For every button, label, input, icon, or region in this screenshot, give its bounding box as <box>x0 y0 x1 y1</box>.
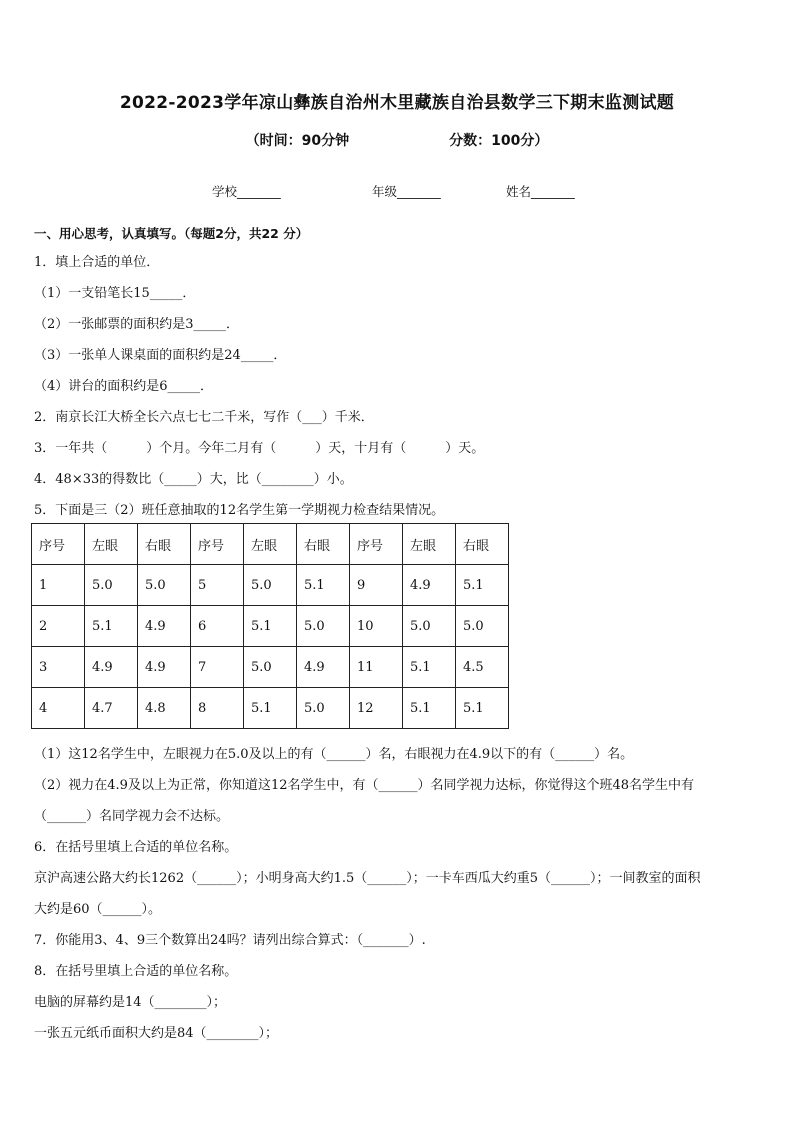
table-cell: 5.0 <box>456 606 509 647</box>
table-header-cell: 右眼 <box>297 524 350 565</box>
question-1-item: （2）一张邮票的面积约是3_____． <box>34 317 240 332</box>
name-field[interactable]: 姓名_______ <box>506 184 575 199</box>
question-8-line: 一张五元纸币面积大约是84（________）； <box>34 1026 279 1041</box>
table-cell: 5.0 <box>85 565 138 606</box>
table-cell: 6 <box>191 606 244 647</box>
table-cell: 5.0 <box>403 606 456 647</box>
table-cell: 5.1 <box>403 647 456 688</box>
table-cell: 7 <box>191 647 244 688</box>
table-header-row <box>32 524 509 565</box>
table-row <box>32 688 509 729</box>
table-cell: 5.0 <box>138 565 191 606</box>
question-6: 6．在括号里填上合适的单位名称。 <box>34 840 238 855</box>
table-header-cell: 左眼 <box>85 524 138 565</box>
question-2: 2．南京长江大桥全长六点七七二千米，写作（___）千米． <box>34 410 374 425</box>
score-label: 分数：100分） <box>449 133 549 149</box>
table-header-cell: 右眼 <box>138 524 191 565</box>
table-cell: 5.1 <box>456 565 509 606</box>
table-cell: 5.0 <box>297 606 350 647</box>
question-8: 8．在括号里填上合适的单位名称。 <box>34 964 238 979</box>
table-cell: 4.9 <box>403 565 456 606</box>
table-header-cell: 左眼 <box>403 524 456 565</box>
question-8-line: 电脑的屏幕约是14（________）； <box>34 995 227 1010</box>
table-cell: 2 <box>32 606 85 647</box>
table-row <box>32 565 509 606</box>
question-1-item: （3）一张单人课桌面的面积约是24_____． <box>34 348 287 363</box>
question-7: 7．你能用3、4、9三个数算出24吗？请列出综合算式：（_______）. <box>34 933 426 948</box>
question-5-sub-2: （2）视力在4.9及以上为正常，你知道这12名学生中，有（______）名同学视力达标，你觉得这个班48名学生中有 <box>34 778 695 793</box>
table-cell: 4.9 <box>138 647 191 688</box>
question-1-item: （4）讲台的面积约是6_____． <box>34 379 214 394</box>
table-cell: 5.0 <box>297 688 350 729</box>
table-header-cell: 序号 <box>191 524 244 565</box>
table-header-cell: 序号 <box>350 524 403 565</box>
table-cell: 11 <box>350 647 403 688</box>
question-1-item: （1）一支铅笔长15_____． <box>34 286 196 301</box>
vision-table <box>31 523 509 729</box>
table-cell: 1 <box>32 565 85 606</box>
table-header-cell: 左眼 <box>244 524 297 565</box>
table-row <box>32 606 509 647</box>
table-cell: 8 <box>191 688 244 729</box>
table-cell: 9 <box>350 565 403 606</box>
question-3: 3．一年共（ ）个月。今年二月有（ ）天，十月有（ ）天。 <box>34 441 485 456</box>
table-header-cell: 右眼 <box>456 524 509 565</box>
question-1: 1．填上合适的单位． <box>34 255 160 270</box>
table-cell: 5.0 <box>244 647 297 688</box>
exam-subtitle <box>0 130 794 150</box>
table-cell: 4.9 <box>138 606 191 647</box>
table-cell: 5.1 <box>297 565 350 606</box>
question-6-line: 大约是60（______）。 <box>34 902 162 917</box>
table-cell: 4.5 <box>456 647 509 688</box>
question-5: 5．下面是三（2）班任意抽取的12名学生第一学期视力检查结果情况。 <box>34 503 445 518</box>
table-header-cell: 序号 <box>32 524 85 565</box>
section-heading: 一、用心思考，认真填写。（每题2分，共22 分） <box>34 226 309 241</box>
table-cell: 12 <box>350 688 403 729</box>
table-cell: 5.1 <box>244 688 297 729</box>
question-5-sub-1: （1）这12名学生中，左眼视力在5.0及以上的有（______）名，右眼视力在4.9以下的有（______）名。 <box>34 747 634 762</box>
grade-field[interactable]: 年级_______ <box>372 184 441 199</box>
question-4: 4．48×33的得数比（_____）大，比（________）小。 <box>34 472 353 487</box>
table-cell: 5.1 <box>403 688 456 729</box>
table-cell: 4.9 <box>297 647 350 688</box>
table-cell: 5.1 <box>456 688 509 729</box>
exam-title: 2022-2023学年凉山彝族自治州木里藏族自治县数学三下期末监测试题 <box>119 93 675 113</box>
table-cell: 4.9 <box>85 647 138 688</box>
table-cell: 5.1 <box>85 606 138 647</box>
table-cell: 4.8 <box>138 688 191 729</box>
table-cell: 4.7 <box>85 688 138 729</box>
table-cell: 5.1 <box>244 606 297 647</box>
table-cell: 5.0 <box>244 565 297 606</box>
table-cell: 5 <box>191 565 244 606</box>
question-5-sub-2-cont: （______）名同学视力会不达标。 <box>34 809 230 824</box>
school-field[interactable]: 学校_______ <box>212 184 281 199</box>
table-cell: 4 <box>32 688 85 729</box>
table-row <box>32 647 509 688</box>
time-label: （时间：90分钟 <box>245 133 350 149</box>
table-cell: 3 <box>32 647 85 688</box>
table-cell: 10 <box>350 606 403 647</box>
question-6-line: 京沪高速公路大约长1262（______）；小明身高大约1.5（______）；一卡车西瓜大约重5（______）；一间教室的面积 <box>34 871 701 886</box>
